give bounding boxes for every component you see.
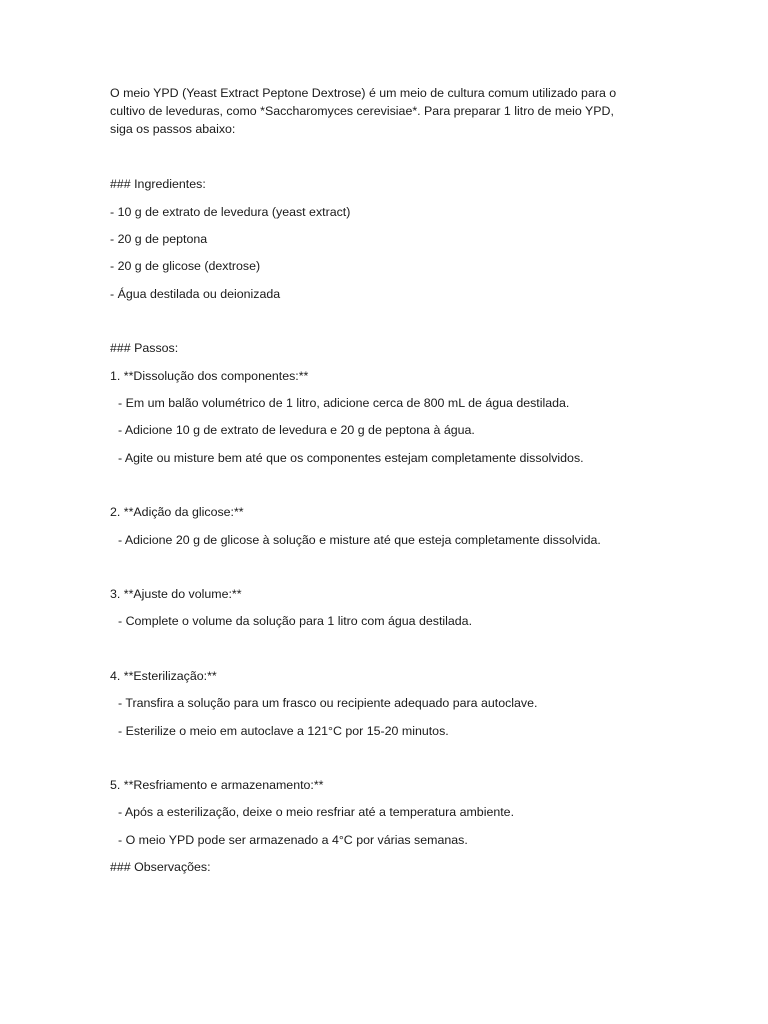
step-item: - O meio YPD pode ser armazenado a 4°C por várias semanas. — [118, 833, 468, 847]
step-item: - Esterilize o meio em autoclave a 121°C por 15-20 minutos. — [118, 724, 449, 738]
step-title: 5. **Resfriamento e armazenamento:** — [110, 778, 324, 792]
steps-heading: ### Passos: — [110, 341, 179, 355]
intro-line-2: cultivo de leveduras, como *Saccharomyces cerevisiae*. Para preparar 1 litro de meio YPD, — [110, 104, 614, 118]
step-title: 3. **Ajuste do volume:** — [110, 587, 242, 601]
intro-line-1: O meio YPD (Yeast Extract Peptone Dextrose) é um meio de cultura comum utilizado para o — [110, 86, 617, 100]
step-item: - Em um balão volumétrico de 1 litro, adicione cerca de 800 mL de água destilada. — [118, 396, 570, 410]
step-title: 1. **Dissolução dos componentes:** — [110, 369, 309, 383]
step-item: - Adicione 20 g de glicose à solução e misture até que esteja completamente dissolvida. — [118, 533, 601, 547]
ingredient-item: - 20 g de peptona — [110, 232, 208, 246]
step-item: - Complete o volume da solução para 1 litro com água destilada. — [118, 614, 473, 628]
step-item: - Após a esterilização, deixe o meio resfriar até a temperatura ambiente. — [118, 805, 515, 819]
intro-line-3: siga os passos abaixo: — [110, 122, 236, 136]
ingredient-item: - Água destilada ou deionizada — [110, 287, 281, 301]
step-title: 4. **Esterilização:** — [110, 669, 217, 683]
step-item: - Adicione 10 g de extrato de levedura e 20 g de peptona à água. — [118, 423, 475, 437]
step-item: - Transfira a solução para um frasco ou recipiente adequado para autoclave. — [118, 696, 538, 710]
ingredient-item: - 10 g de extrato de levedura (yeast extract) — [110, 205, 351, 219]
ingredients-heading: ### Ingredientes: — [110, 177, 206, 191]
notes-heading: ### Observações: — [110, 860, 211, 874]
step-item: - Agite ou misture bem até que os componentes estejam completamente dissolvidos. — [118, 451, 584, 465]
step-title: 2. **Adição da glicose:** — [110, 505, 244, 519]
ingredient-item: - 20 g de glicose (dextrose) — [110, 259, 261, 273]
